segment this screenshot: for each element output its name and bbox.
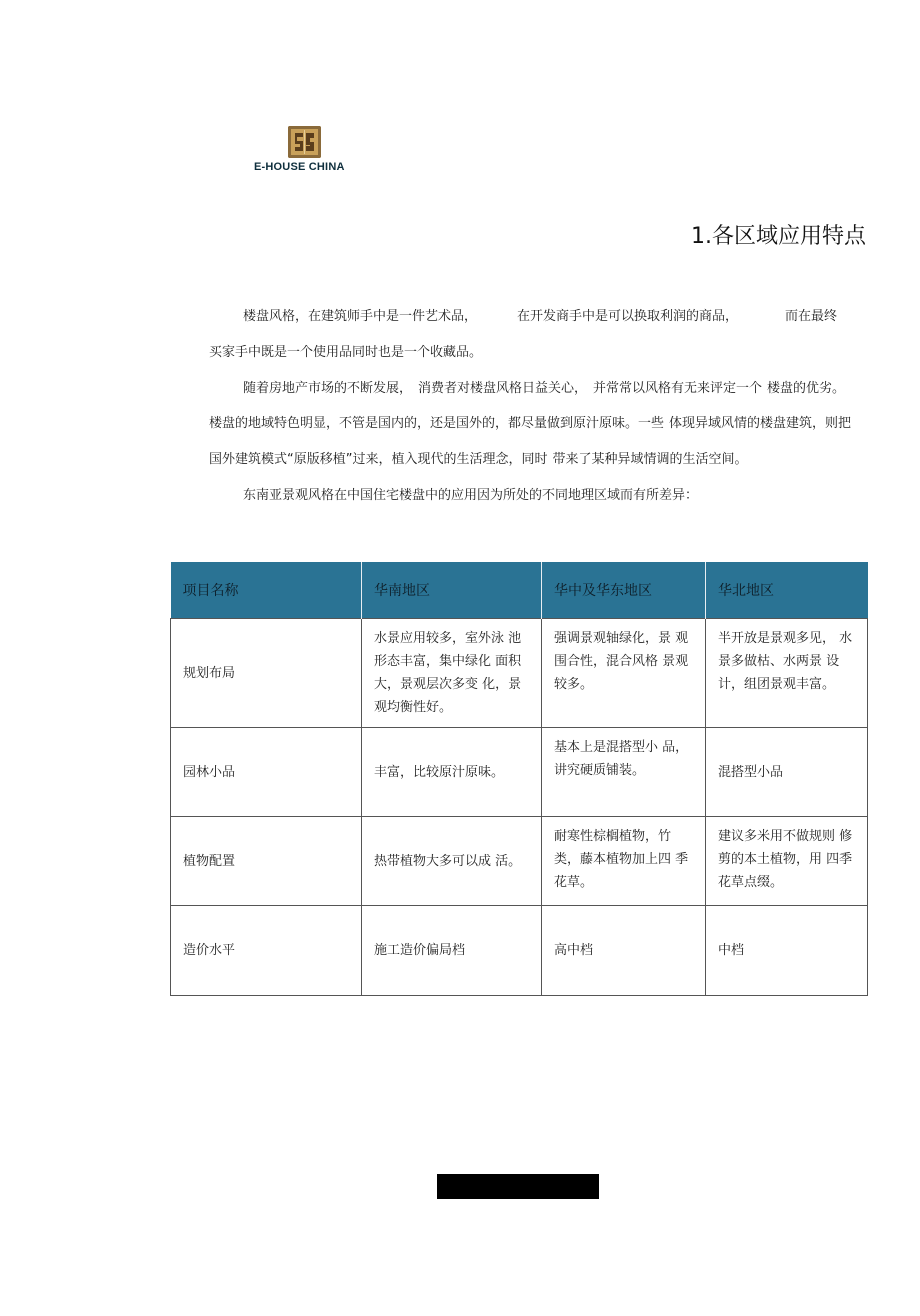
table-header-cell: 项目名称 xyxy=(171,562,362,619)
table-cell: 丰富，比较原汁原味。 xyxy=(362,728,542,817)
table-cell: 热带植物大多可以成 活。 xyxy=(362,817,542,906)
table-cell: 混搭型小品 xyxy=(706,728,868,817)
table-row xyxy=(171,728,868,817)
row-label: 规划布局 xyxy=(171,619,362,728)
table-cell: 半开放是景观多见， 水景多做枯、水两景 设计，组团景观丰富。 xyxy=(706,619,868,728)
paragraph-2-line-3 xyxy=(209,450,869,470)
section-heading: 1.各区域应用特点 xyxy=(691,224,866,249)
paragraph-1-line-2: 买家手中既是一个使用品同时也是一个收藏品。 xyxy=(209,345,483,360)
row-label: 植物配置 xyxy=(171,817,362,906)
table-header-cell: 华北地区 xyxy=(706,562,868,619)
table-cell: 建议多米用不做规则 修剪的本土植物，用 四季花草点缀。 xyxy=(706,817,868,906)
region-comparison-table xyxy=(170,562,868,996)
table-cell: 基本上是混搭型小 品，讲究硬质铺装。 xyxy=(542,728,706,817)
table-row xyxy=(171,906,868,996)
row-label: 造价水平 xyxy=(171,906,362,996)
paragraph-2-line-2 xyxy=(209,414,869,434)
text-segment: 消费者对楼盘风格日益关心， xyxy=(418,381,588,396)
text-segment: 体现异域风情的楼盘建筑，则把 xyxy=(669,416,852,431)
ehouse-logo-mark-icon xyxy=(288,126,321,158)
text-segment: 而在最终 xyxy=(785,309,838,324)
text-segment: 随着房地产市场的不断发展， xyxy=(243,381,413,396)
text-segment: 并常常以风格有无来评定一个 xyxy=(593,381,763,396)
table-cell: 耐寒性棕榈植物，竹 类，藤本植物加上四 季花草。 xyxy=(542,817,706,906)
text-segment: 在开发商手中是可以换取利润的商品， xyxy=(517,309,739,324)
paragraph-3: 东南亚景观风格在中国住宅楼盘中的应用因为所处的不同地理区域而有所差异： xyxy=(243,488,699,503)
paragraph-1-line-1 xyxy=(243,307,903,327)
table-header-cell: 华南地区 xyxy=(362,562,542,619)
table-cell: 水景应用较多，室外泳 池形态丰富，集中绿化 面积大，景观层次多变 化，景观均衡性好。 xyxy=(362,619,542,728)
table-header-cell: 华中及华东地区 xyxy=(542,562,706,619)
logo-text: E-HOUSE CHINA xyxy=(254,161,345,173)
table-cell: 施工造价偏局档 xyxy=(362,906,542,996)
text-segment: 楼盘风格，在建筑师手中是一件艺术品， xyxy=(243,309,478,324)
table-row xyxy=(171,619,868,728)
text-segment: 国外建筑模式“原版移植”过来，植入现代的生活理念，同时 xyxy=(209,452,548,467)
table-cell: 中档 xyxy=(706,906,868,996)
text-segment: 楼盘的地域特色明显，不管是国内的，还是国外的，都尽量做到原汁原味。一些 xyxy=(209,416,665,431)
redaction-bar xyxy=(437,1174,599,1199)
paragraph-2-line-1 xyxy=(243,379,903,399)
table-header-row xyxy=(171,562,868,619)
table-cell: 高中档 xyxy=(542,906,706,996)
text-segment: 带来了某种异域情调的生活空间。 xyxy=(552,452,748,467)
table-row xyxy=(171,817,868,906)
text-segment: 楼盘的优劣。 xyxy=(767,381,846,396)
row-label: 园林小品 xyxy=(171,728,362,817)
table-cell: 强调景观轴绿化，景 观围合性，混合风格 景观较多。 xyxy=(542,619,706,728)
